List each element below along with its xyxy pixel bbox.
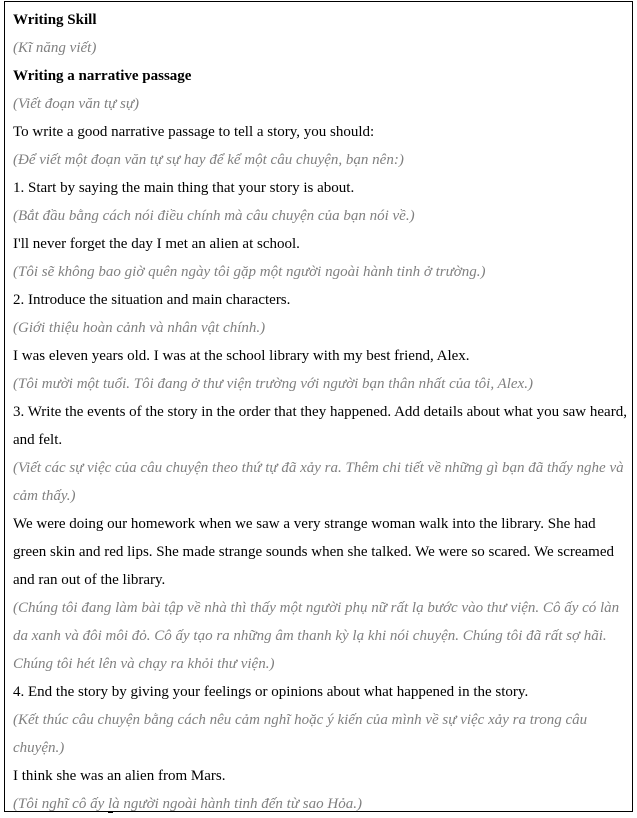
step-4-translation: (Kết thúc câu chuyện bằng cách nêu cảm nghĩ hoặc ý kiến của mình về sự việc xảy ra trong câu chuyện.): [13, 712, 588, 756]
step-4-example-translation: (Tôi nghĩ cô ấy là người ngoài hành tinh đến từ sao Hỏa.): [13, 796, 362, 812]
step-3-example: We were doing our homework when we saw a very strange woman walk into the library. She had green skin and red lips. She made strange sounds when she talked. We were so scared. We screamed and ran out of the library.: [13, 516, 615, 588]
document-box: [4, 1, 633, 812]
step-2: 2. Introduce the situation and main characters.: [13, 292, 291, 308]
step-1: 1. Start by saying the main thing that your story is about.: [13, 180, 355, 196]
step-2-translation: (Giới thiệu hoàn cảnh và nhân vật chính.): [13, 320, 266, 336]
heading-narrative-passage: Writing a narrative passage: [13, 68, 192, 84]
translation-writing-skill: (Kĩ năng viết): [13, 40, 97, 56]
step-1-example: I'll never forget the day I met an alien at school.: [13, 236, 300, 252]
translation-narrative-passage: (Viết đoạn văn tự sự): [13, 96, 140, 112]
step-4: 4. End the story by giving your feelings or opinions about what happened in the story.: [13, 684, 529, 700]
step-4-example: I think she was an alien from Mars.: [13, 768, 226, 784]
intro-instruction: To write a good narrative passage to tell a story, you should:: [13, 124, 375, 140]
step-3-example-translation: (Chúng tôi đang làm bài tập về nhà thì thấy một người phụ nữ rất lạ bước vào thư viện. Cô ấy có làn da xanh và đôi môi đỏ. Cô ấy tạo ra những âm thanh kỳ lạ khi nói chuyện. Chúng tôi đã rất sợ hãi. Chúng tôi hét lên và chạy ra khỏi thư viện.): [13, 600, 620, 672]
heading-writing-skill: Writing Skill: [13, 12, 97, 28]
step-3: 3. Write the events of the story in the order that they happened. Add details about what you saw heard, and felt.: [13, 404, 627, 448]
step-2-example-translation: (Tôi mười một tuổi. Tôi đang ở thư viện trường với người bạn thân nhất của tôi, Alex.): [13, 376, 533, 392]
step-1-example-translation: (Tôi sẽ không bao giờ quên ngày tôi gặp một người ngoài hành tinh ở trường.): [13, 264, 486, 280]
intro-instruction-translation: (Để viết một đoạn văn tự sự hay để kể một câu chuyện, bạn nên:): [13, 152, 404, 168]
step-2-example: I was eleven years old. I was at the school library with my best friend, Alex.: [13, 348, 470, 364]
page-edge-mark: [108, 812, 113, 817]
step-1-translation: (Bắt đầu bằng cách nói điều chính mà câu chuyện của bạn nói về.): [13, 208, 415, 224]
step-3-translation: (Viết các sự việc của câu chuyện theo thứ tự đã xảy ra. Thêm chi tiết về những gì bạn đã thấy nghe và cảm thấy.): [13, 460, 624, 504]
